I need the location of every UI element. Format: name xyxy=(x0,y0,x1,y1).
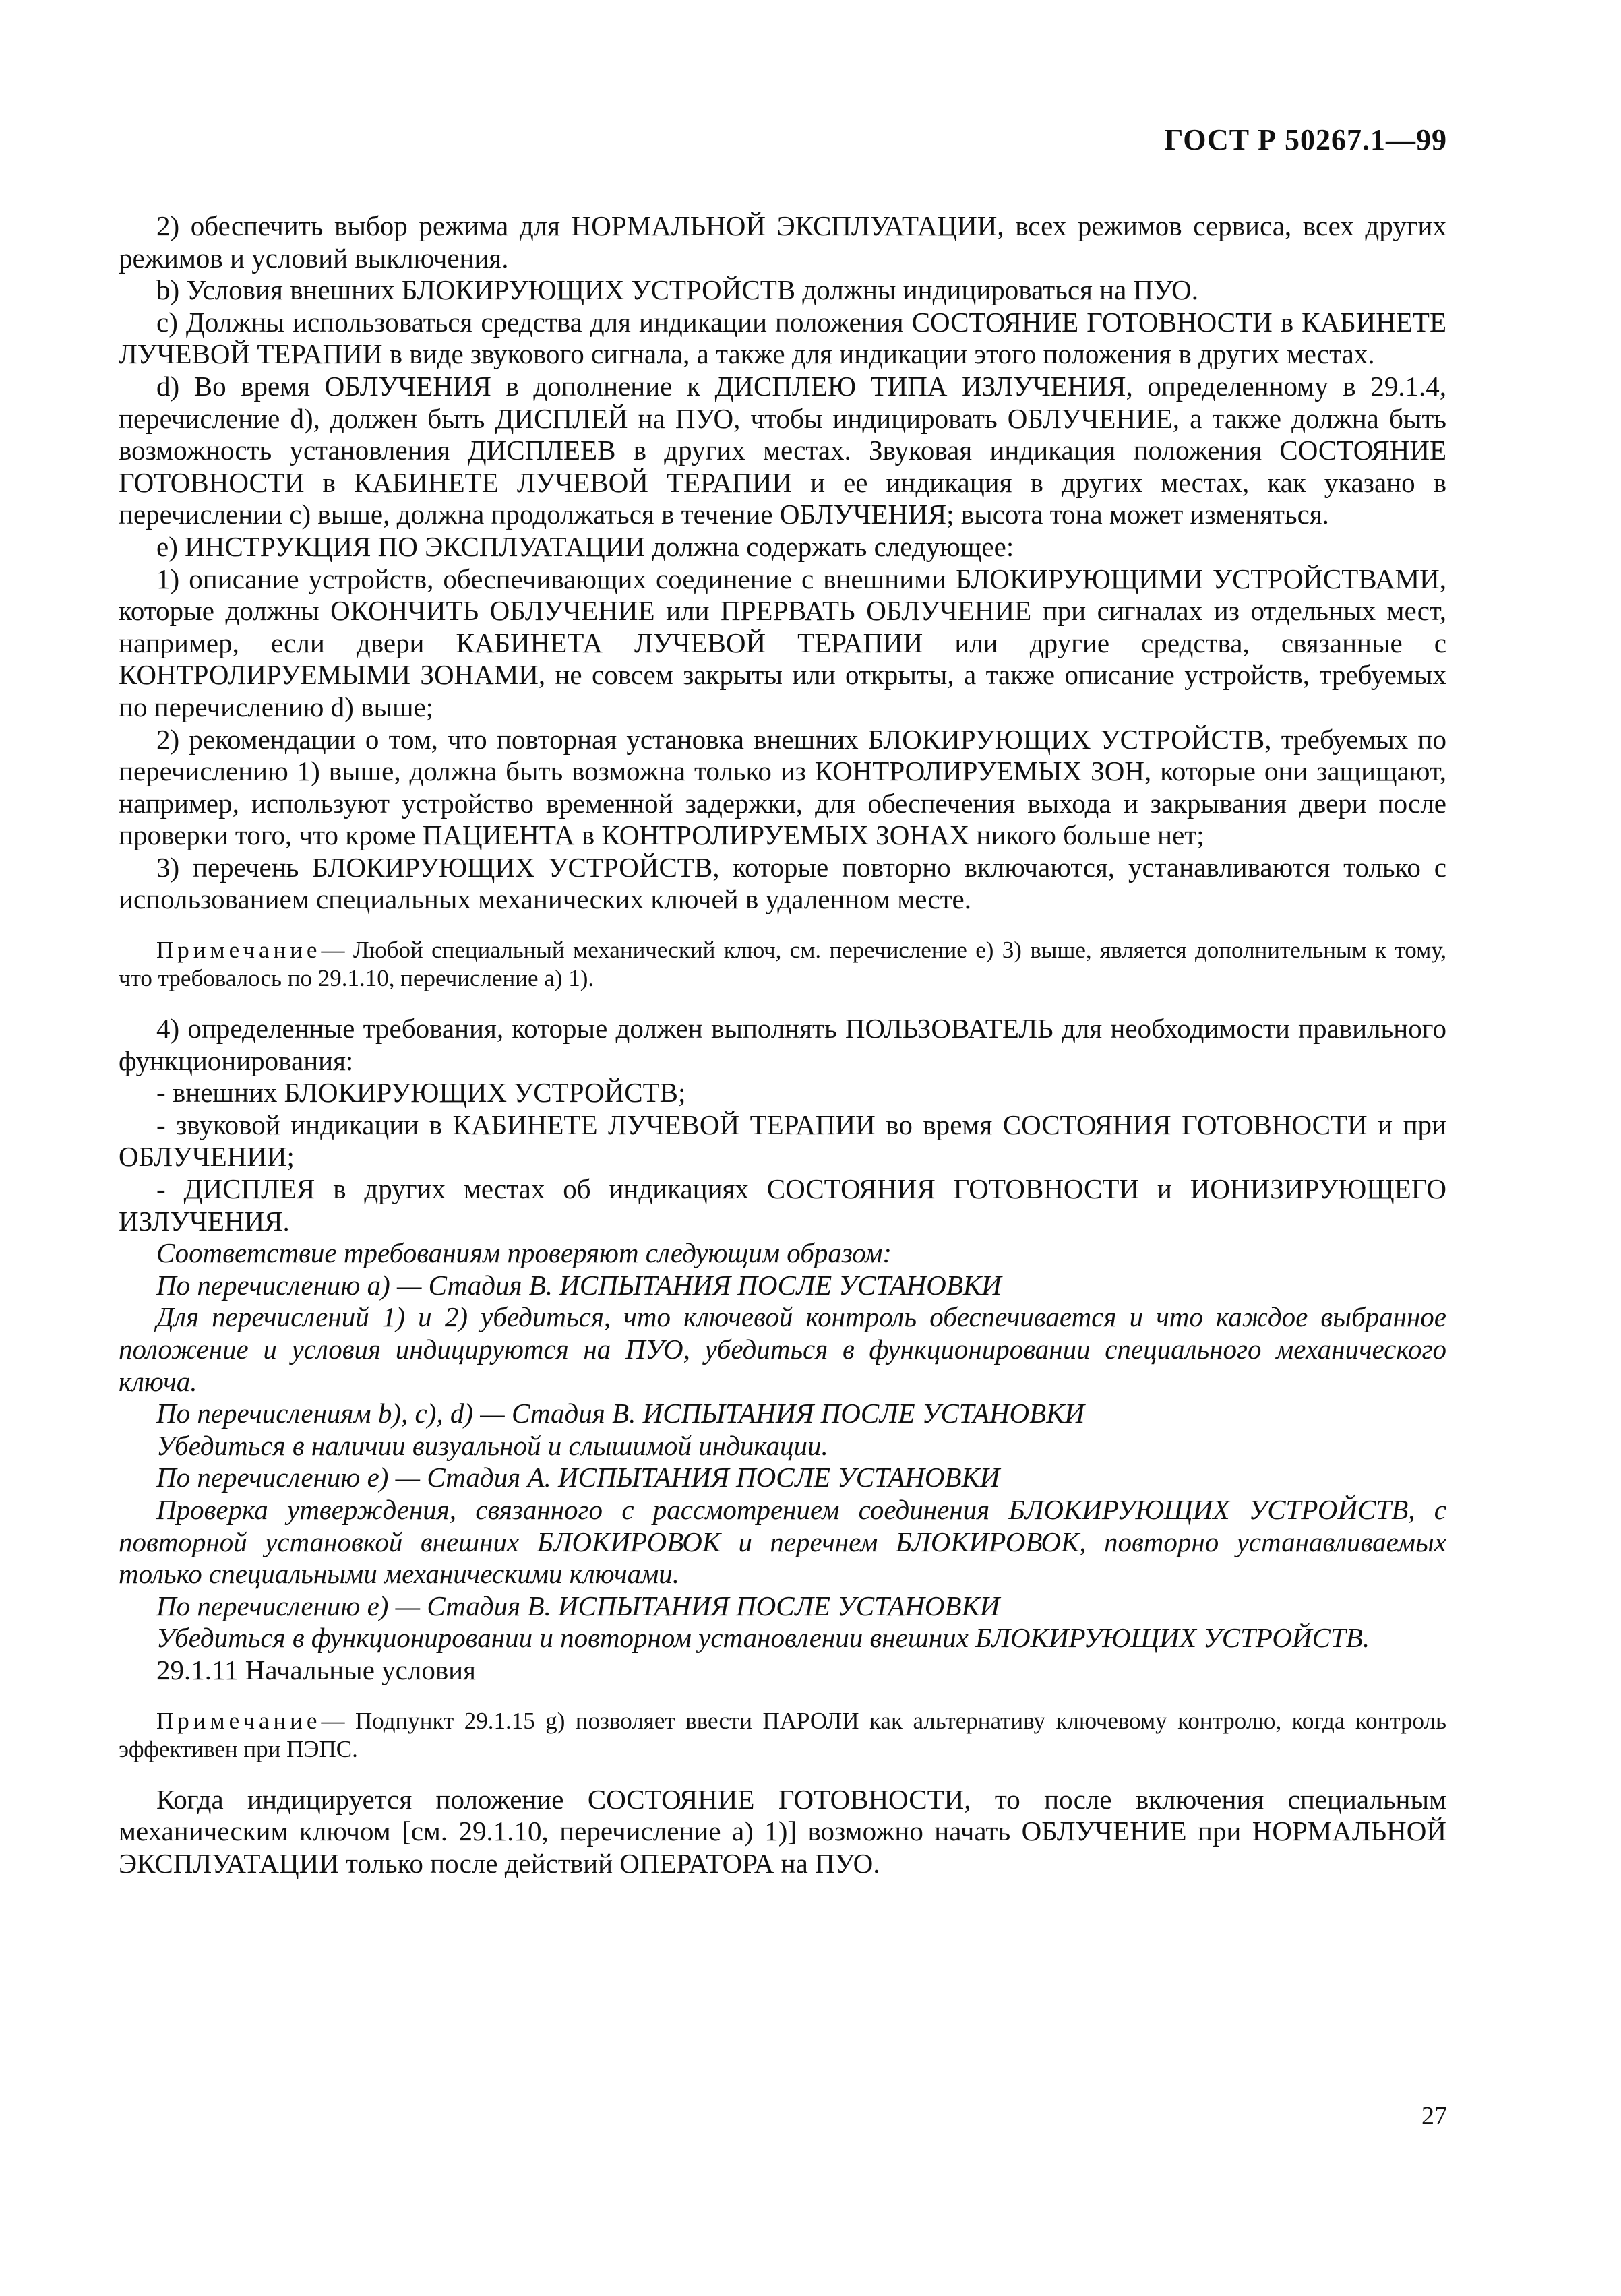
note-text: — Подпункт 29.1.15 g) позволяет ввести ПАРОЛИ как альтернативу ключевому контролю, когда контроль эффективен при ПЭПС. xyxy=(119,1707,1446,1762)
test-text: Убедиться в наличии визуальной и слышимой индикации. xyxy=(156,1429,828,1461)
list-item: - ДИСПЛЕЯ в других местах об индикациях СОСТОЯНИЯ ГОТОВНОСТИ и ИОНИЗИРУЮЩЕГО ИЗЛУЧЕНИЯ. xyxy=(119,1173,1446,1237)
page-number: 27 xyxy=(1421,2102,1447,2130)
note xyxy=(119,1707,1446,1764)
note xyxy=(119,936,1446,993)
paragraph: 2) обеспечить выбор режима для НОРМАЛЬНОЙ ЭКСПЛУАТАЦИИ, всех режимов сервиса, всех других режимов и условий выключения. xyxy=(119,210,1446,274)
section-heading: 29.1.11 Начальные условия xyxy=(156,1654,476,1685)
list-item: - внешних БЛОКИРУЮЩИХ УСТРОЙСТВ; xyxy=(156,1077,686,1109)
paragraph: Когда индицируется положение СОСТОЯНИЕ ГОТОВНОСТИ, то после включения специальным механическим ключом [см. 29.1.10, перечисление a) 1)] возможно начать ОБЛУЧЕНИЕ при НОРМАЛЬНОЙ ЭКСПЛУАТАЦИИ только после действий ОПЕРАТОРА на ПУО. xyxy=(119,1783,1446,1879)
test-text: Убедиться в функционировании и повторном установлении внешних БЛОКИРУЮЩИХ УСТРОЙСТВ. xyxy=(156,1622,1370,1654)
paragraph: 2) рекомендации о том, что повторная установка внешних БЛОКИРУЮЩИХ УСТРОЙСТВ, требуемых по перечислению 1) выше, должна быть возможна только из КОНТРОЛИРУЕМЫХ ЗОН, которые они защищают, например, используют устройство временной задержки, для обеспечения выхода и закрывания двери после проверки того, что кроме ПАЦИЕНТА в КОНТРОЛИРУЕМЫХ ЗОНАХ никого больше нет; xyxy=(119,723,1446,851)
test-heading: По перечислениям b), c), d) — Стадия B. ИСПЫТАНИЯ ПОСЛЕ УСТАНОВКИ xyxy=(156,1398,1085,1429)
paragraph: b) Условия внешних БЛОКИРУЮЩИХ УСТРОЙСТВ должны индицироваться на ПУО. xyxy=(156,274,1199,306)
test-heading: По перечислению e) — Стадия B. ИСПЫТАНИЯ ПОСЛЕ УСТАНОВКИ xyxy=(156,1590,1000,1621)
list-item: - звуковой индикации в КАБИНЕТЕ ЛУЧЕВОЙ ТЕРАПИИ во время СОСТОЯНИЯ ГОТОВНОСТИ и при ОБЛУЧЕНИИ; xyxy=(119,1109,1446,1173)
note-label: Примечание xyxy=(156,937,322,964)
test-heading: По перечислению e) — Стадия A. ИСПЫТАНИЯ ПОСЛЕ УСТАНОВКИ xyxy=(156,1462,1000,1493)
document-code: ГОСТ Р 50267.1—99 xyxy=(1164,123,1447,156)
paragraph: e) ИНСТРУКЦИЯ ПО ЭКСПЛУАТАЦИИ должна содержать следующее: xyxy=(156,530,1014,562)
test-text: Соответствие требованиям проверяют следующим образом: xyxy=(156,1237,892,1269)
paragraph: 1) описание устройств, обеспечивающих соединение с внешними БЛОКИРУЮЩИМИ УСТРОЙСТВАМИ, которые должны ОКОНЧИТЬ ОБЛУЧЕНИЕ или ПРЕРВАТЬ ОБЛУЧЕНИЕ при сигналах из отдельных мест, например, если двери КАБИНЕТА ЛУЧЕВОЙ ТЕРАПИИ или другие средства, связанные с КОНТРОЛИРУЕМЫМИ ЗОНАМИ, не совсем закрыты или открыты, а также описание устройств, требуемых по перечислению d) выше; xyxy=(119,563,1446,722)
test-text: Для перечислений 1) и 2) убедиться, что ключевой контроль обеспечивается и что каждое выбранное положение и условия индицируются на ПУО, убедиться в функционировании специального механического ключа. xyxy=(119,1301,1446,1397)
paragraph: 3) перечень БЛОКИРУЮЩИХ УСТРОЙСТВ, которые повторно включаются, устанавливаются только с использованием специальных механических ключей в удаленном месте. xyxy=(119,851,1446,915)
test-heading: По перечислению a) — Стадия B. ИСПЫТАНИЯ ПОСЛЕ УСТАНОВКИ xyxy=(156,1269,1002,1301)
paragraph: c) Должны использоваться средства для индикации положения СОСТОЯНИЕ ГОТОВНОСТИ в КАБИНЕТЕ ЛУЧЕВОЙ ТЕРАПИИ в виде звукового сигнала, а также для индикации этого положения в других местах. xyxy=(119,306,1446,370)
paragraph: 4) определенные требования, которые должен выполнять ПОЛЬЗОВАТЕЛЬ для необходимости правильного функционирования: xyxy=(119,1013,1446,1076)
paragraph: d) Во время ОБЛУЧЕНИЯ в дополнение к ДИСПЛЕЮ ТИПА ИЗЛУЧЕНИЯ, определенному в 29.1.4, перечисление d), должен быть ДИСПЛЕЙ на ПУО, чтобы индицировать ОБЛУЧЕНИЕ, а также должна быть возможность установления ДИСПЛЕЕВ в других местах. Звуковая индикация положения СОСТОЯНИЕ ГОТОВНОСТИ в КАБИНЕТЕ ЛУЧЕВОЙ ТЕРАПИИ и ее индикация в других местах, как указано в перечислении c) выше, должна продолжаться в течение ОБЛУЧЕНИЯ; высота тона может изменяться. xyxy=(119,370,1446,530)
test-text: Проверка утверждения, связанного с рассмотрением соединения БЛОКИРУЮЩИХ УСТРОЙСТВ, с повторной установкой внешних БЛОКИРОВОК и перечнем БЛОКИРОВОК, повторно устанавливаемых только специальными механическими ключами. xyxy=(119,1493,1446,1590)
page-body xyxy=(119,210,1446,1880)
note-text: — Любой специальный механический ключ, см. перечисление e) 3) выше, является дополнительным к тому, что требовалось по 29.1.10, перечисление a) 1). xyxy=(119,937,1446,992)
note-label: Примечание xyxy=(156,1707,322,1734)
